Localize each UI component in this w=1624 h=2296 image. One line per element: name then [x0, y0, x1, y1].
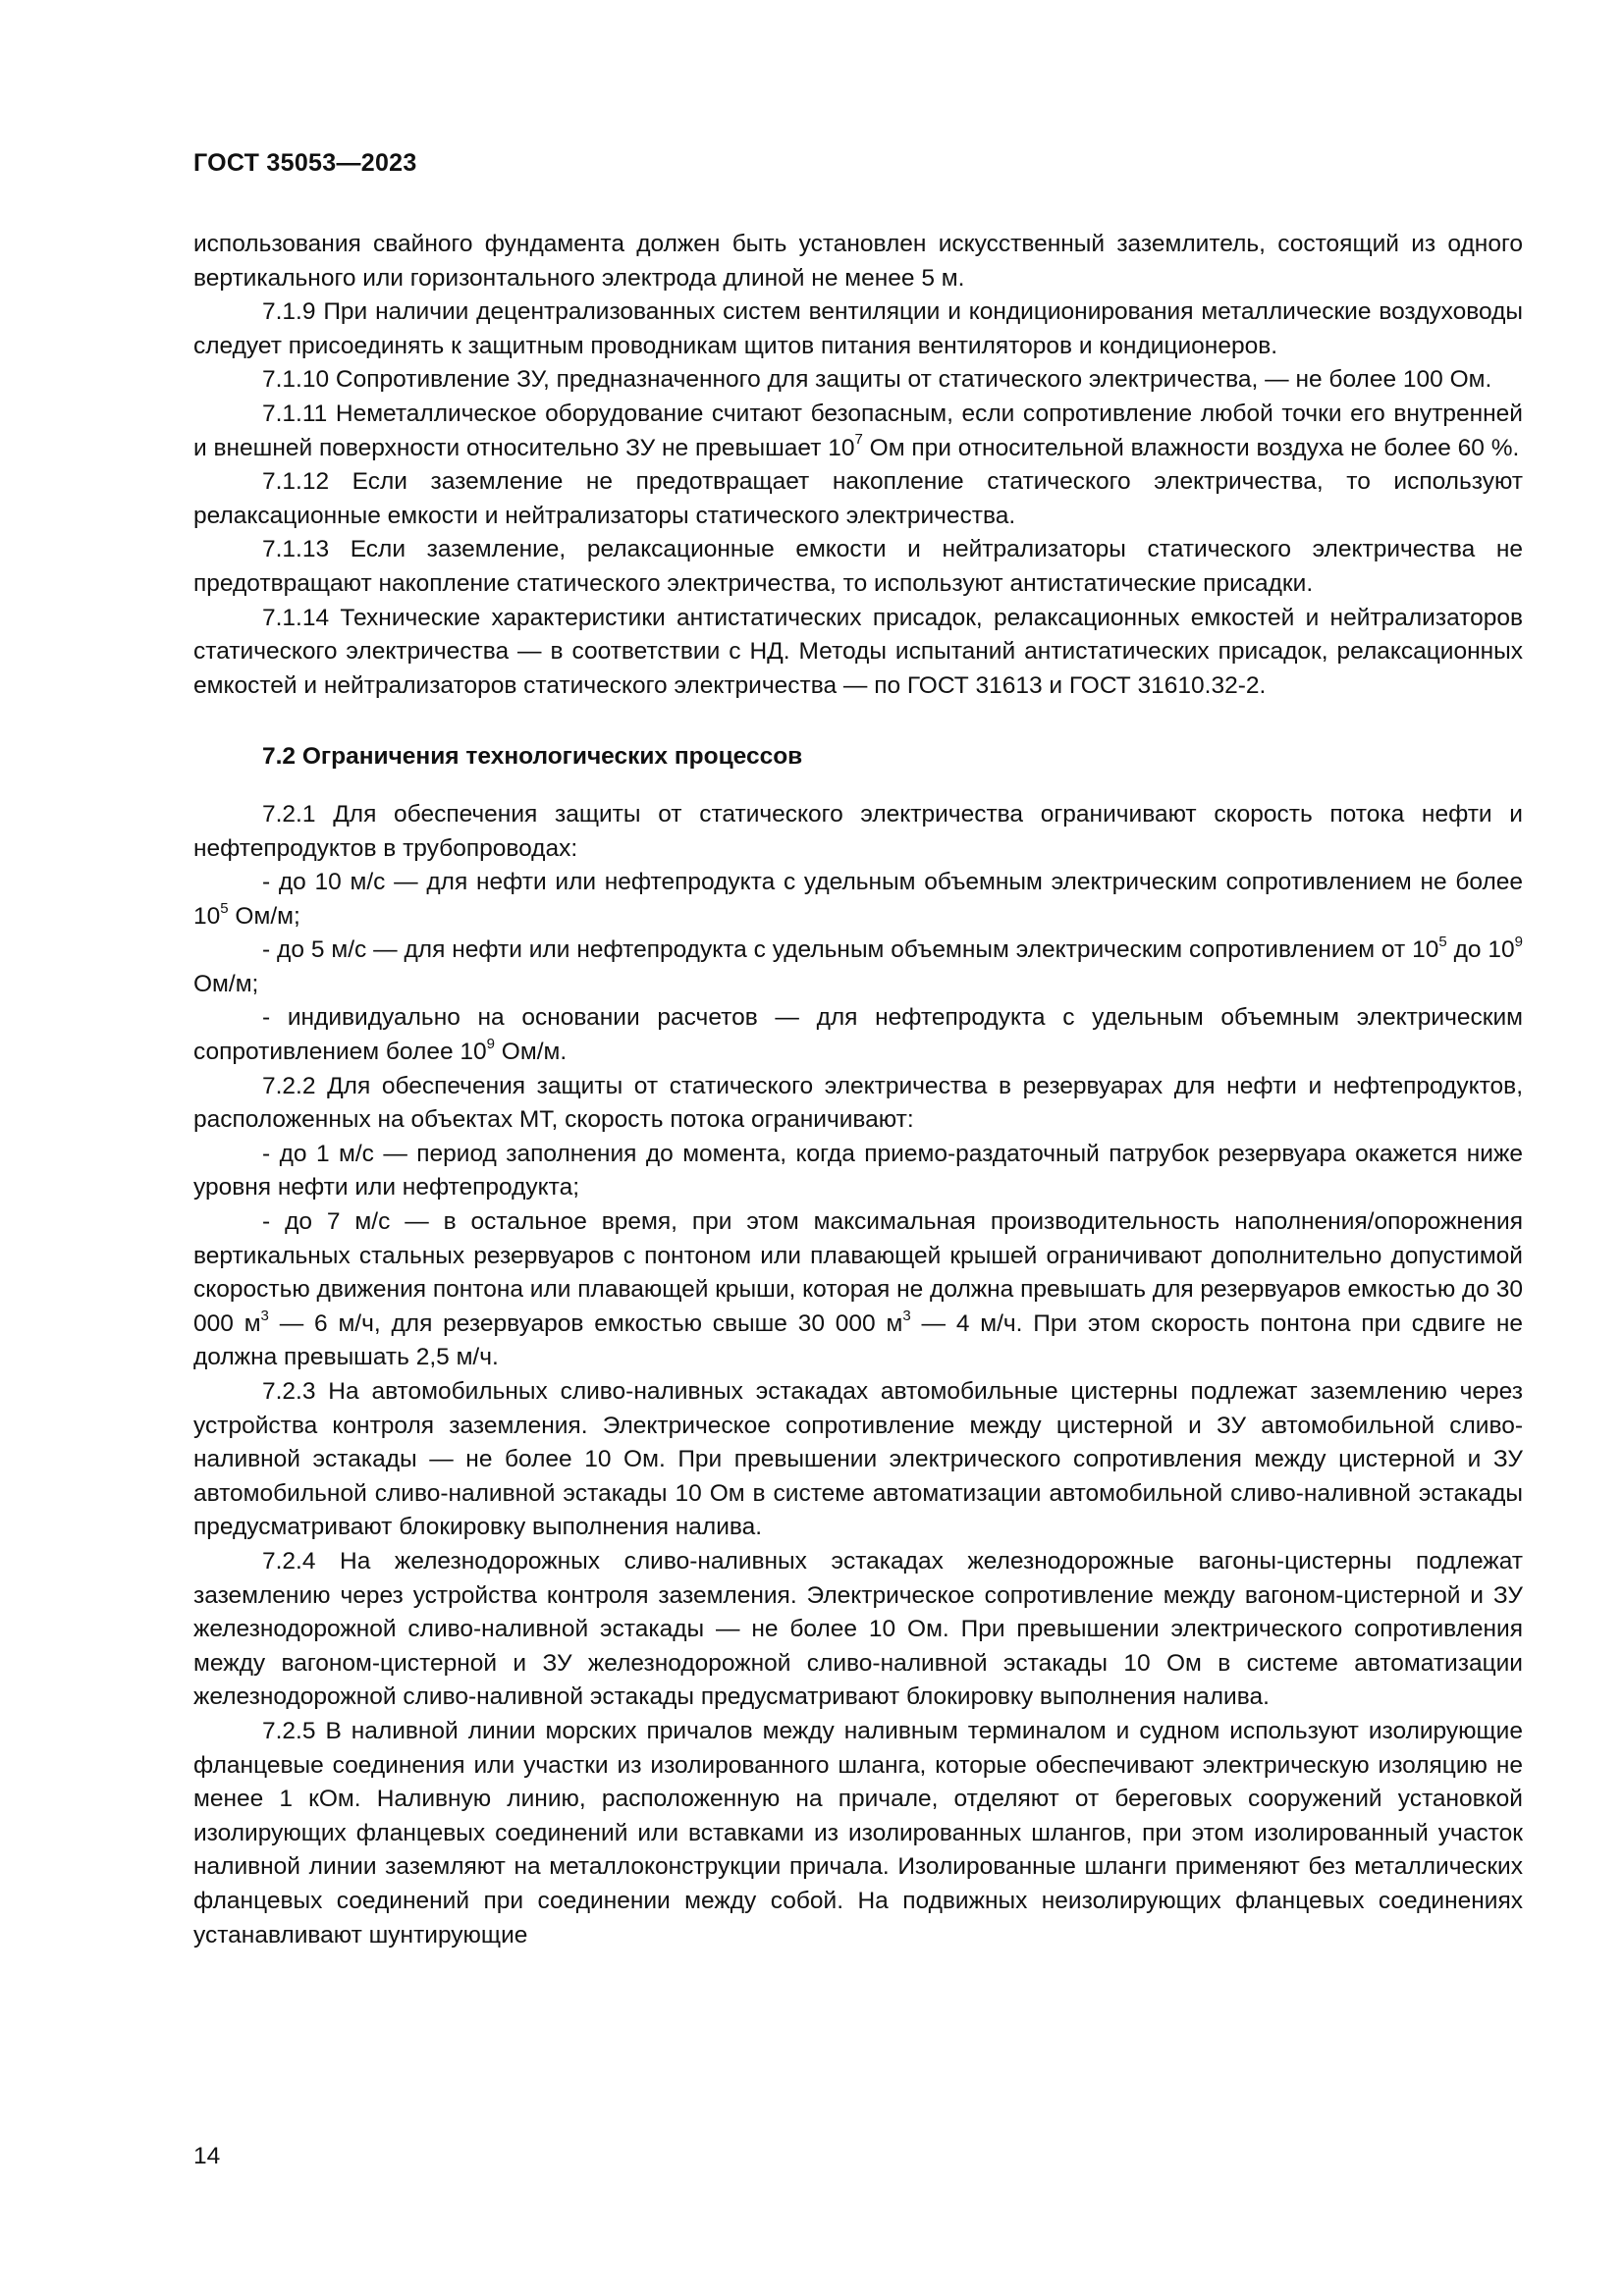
section-heading-7-2: 7.2 Ограничения технологических процессов — [262, 743, 803, 771]
superscript-exponent: 9 — [1514, 934, 1523, 951]
list-item — [193, 866, 1523, 934]
list-item — [193, 1205, 1523, 1375]
paragraph-7-1-10: 7.1.10 Сопротивление ЗУ, предназначенного для защиты от статического электричества, — не более 100 Ом. — [262, 366, 1492, 394]
list-item: - до 1 м/с — период заполнения до момента, когда приемо-раздаточный патрубок резервуара окажется ниже уровня нефти или нефтепродукта; — [193, 1140, 1523, 1201]
paragraph-7-1-14: 7.1.14 Технические характеристики антистатических присадок, релаксационных емкостей и нейтрализаторов статического электричества — в соответствии с НД. Методы испытаний антистатических присадок, релаксационных емкостей и нейтрализаторов статического электричества — по ГОСТ 31613 и ГОСТ 31610.32-2. — [193, 604, 1523, 699]
paragraph-continuation: использования свайного фундамента должен быть установлен искусственный заземлитель, состоящий из одного вертикального или горизонтального электрода длиной не менее 5 м. — [193, 231, 1523, 292]
page-body — [193, 228, 1523, 1952]
text-segment: - до 7 м/с — в остальное время, при этом максимальная производительность наполнения/опорожнения вертикальных стальных резервуаров с понтоном или плавающей крышей ограничивают дополнительно допустимой скоростью движения понтона или плавающей крыши, которая не должна превышать для резервуаров емкостью до 30 000 м — [193, 1208, 1523, 1337]
paragraph-7-2-3: 7.2.3 На автомобильных сливо-наливных эстакадах автомобильные цистерны подлежат заземлению через устройства контроля заземления. Электрическое сопротивление между цистерной и ЗУ автомобильной сливо-наливной эстакады — не более 10 Ом. При превышении электрического сопротивления между цистерной и ЗУ автомобильной сливо-наливной эстакады 10 Ом в системе автоматизации автомобильной сливо-наливной эстакады предусматривают блокировку выполнения налива. — [193, 1378, 1523, 1541]
text-segment: Ом/м. — [494, 1039, 568, 1066]
text-segment: Ом/м; — [193, 970, 259, 997]
text-segment: - индивидуально на основании расчетов — для нефтепродукта с удельным объемным электрическим сопротивлением более 10 — [193, 1004, 1523, 1066]
document-code-header: ГОСТ 35053—2023 — [193, 149, 417, 177]
text-segment: до 10 — [1446, 936, 1515, 964]
paragraph-7-2-1: 7.2.1 Для обеспечения защиты от статического электричества ограничивают скорость потока нефти и нефтепродуктов в трубопроводах: — [193, 800, 1523, 862]
page-number: 14 — [193, 2143, 221, 2169]
superscript-exponent: 5 — [1438, 934, 1447, 951]
superscript-exponent: 3 — [902, 1307, 911, 1324]
paragraph-7-1-11 — [193, 398, 1523, 465]
list-item — [193, 934, 1523, 1001]
text-segment: — 4 м/ч. При этом скорость понтона при сдвиге не должна превышать 2,5 м/ч. — [193, 1309, 1523, 1371]
text-segment: Ом/м; — [228, 902, 300, 930]
paragraph-7-1-13: 7.1.13 Если заземление, релаксационные емкости и нейтрализаторы статического электричества не предотвращают накопление статического электричества, то используют антистатические присадки. — [193, 536, 1523, 597]
text-segment: Ом при относительной влажности воздуха не более 60 %. — [862, 434, 1520, 461]
paragraph-7-1-9: 7.1.9 При наличии децентрализованных систем вентиляции и кондиционирования металлические воздуховоды следует присоединять к защитным проводникам щитов питания вентиляторов и кондиционеров. — [193, 298, 1523, 359]
list-item — [193, 1001, 1523, 1069]
text-segment: — 6 м/ч, для резервуаров емкостью свыше 30 000 м — [268, 1309, 903, 1337]
superscript-exponent: 5 — [220, 899, 229, 917]
paragraph-7-2-4: 7.2.4 На железнодорожных сливо-наливных эстакадах железнодорожные вагоны-цистерны подлежат заземлению через устройства контроля заземления. Электрическое сопротивление между вагоном-цистерной и ЗУ железнодорожной сливо-наливной эстакады — не более 10 Ом. При превышении электрического сопротивления между вагоном-цистерной и ЗУ железнодорожной сливо-наливной эстакады 10 Ом в системе автоматизации железнодорожной сливо-наливной эстакады предусматривают блокировку выполнения налива. — [193, 1547, 1523, 1711]
paragraph-7-2-2: 7.2.2 Для обеспечения защиты от статического электричества в резервуарах для нефти и нефтепродуктов, расположенных на объектах МТ, скорость потока ограничивают: — [193, 1072, 1523, 1134]
superscript-exponent: 7 — [854, 431, 863, 449]
text-segment: - до 10 м/с — для нефти или нефтепродукта с удельным объемным электрическим сопротивлением не более 10 — [193, 869, 1523, 930]
superscript-exponent: 9 — [486, 1035, 495, 1052]
text-segment: - до 5 м/с — для нефти или нефтепродукта с удельным объемным электрическим сопротивлением от 10 — [262, 936, 1439, 964]
paragraph-7-1-12: 7.1.12 Если заземление не предотвращает накопление статического электричества, то используют релаксационные емкости и нейтрализаторы статического электричества. — [193, 468, 1523, 529]
paragraph-7-2-5: 7.2.5 В наливной линии морских причалов между наливным терминалом и судном используют изолирующие фланцевые соединения или участки из изолированного шланга, которые обеспечивают электрическую изоляцию не менее 1 кОм. Наливную линию, расположенную на причале, отделяют от береговых сооружений установкой изолирующих фланцевых соединений или вставками из изолированных шлангов, при этом изолированный участок наливной линии заземляют на металлоконструкции причала. Изолированные шланги применяют без металлических фланцевых соединений при соединении между собой. На подвижных неизолирующих фланцевых соединениях устанавливают шунтирующие — [193, 1717, 1523, 1949]
superscript-exponent: 3 — [260, 1307, 269, 1324]
text-segment: 7.1.11 Неметаллическое оборудование считают безопасным, если сопротивление любой точки его внутренней и внешней поверхности относительно ЗУ не превышает 10 — [193, 400, 1523, 461]
